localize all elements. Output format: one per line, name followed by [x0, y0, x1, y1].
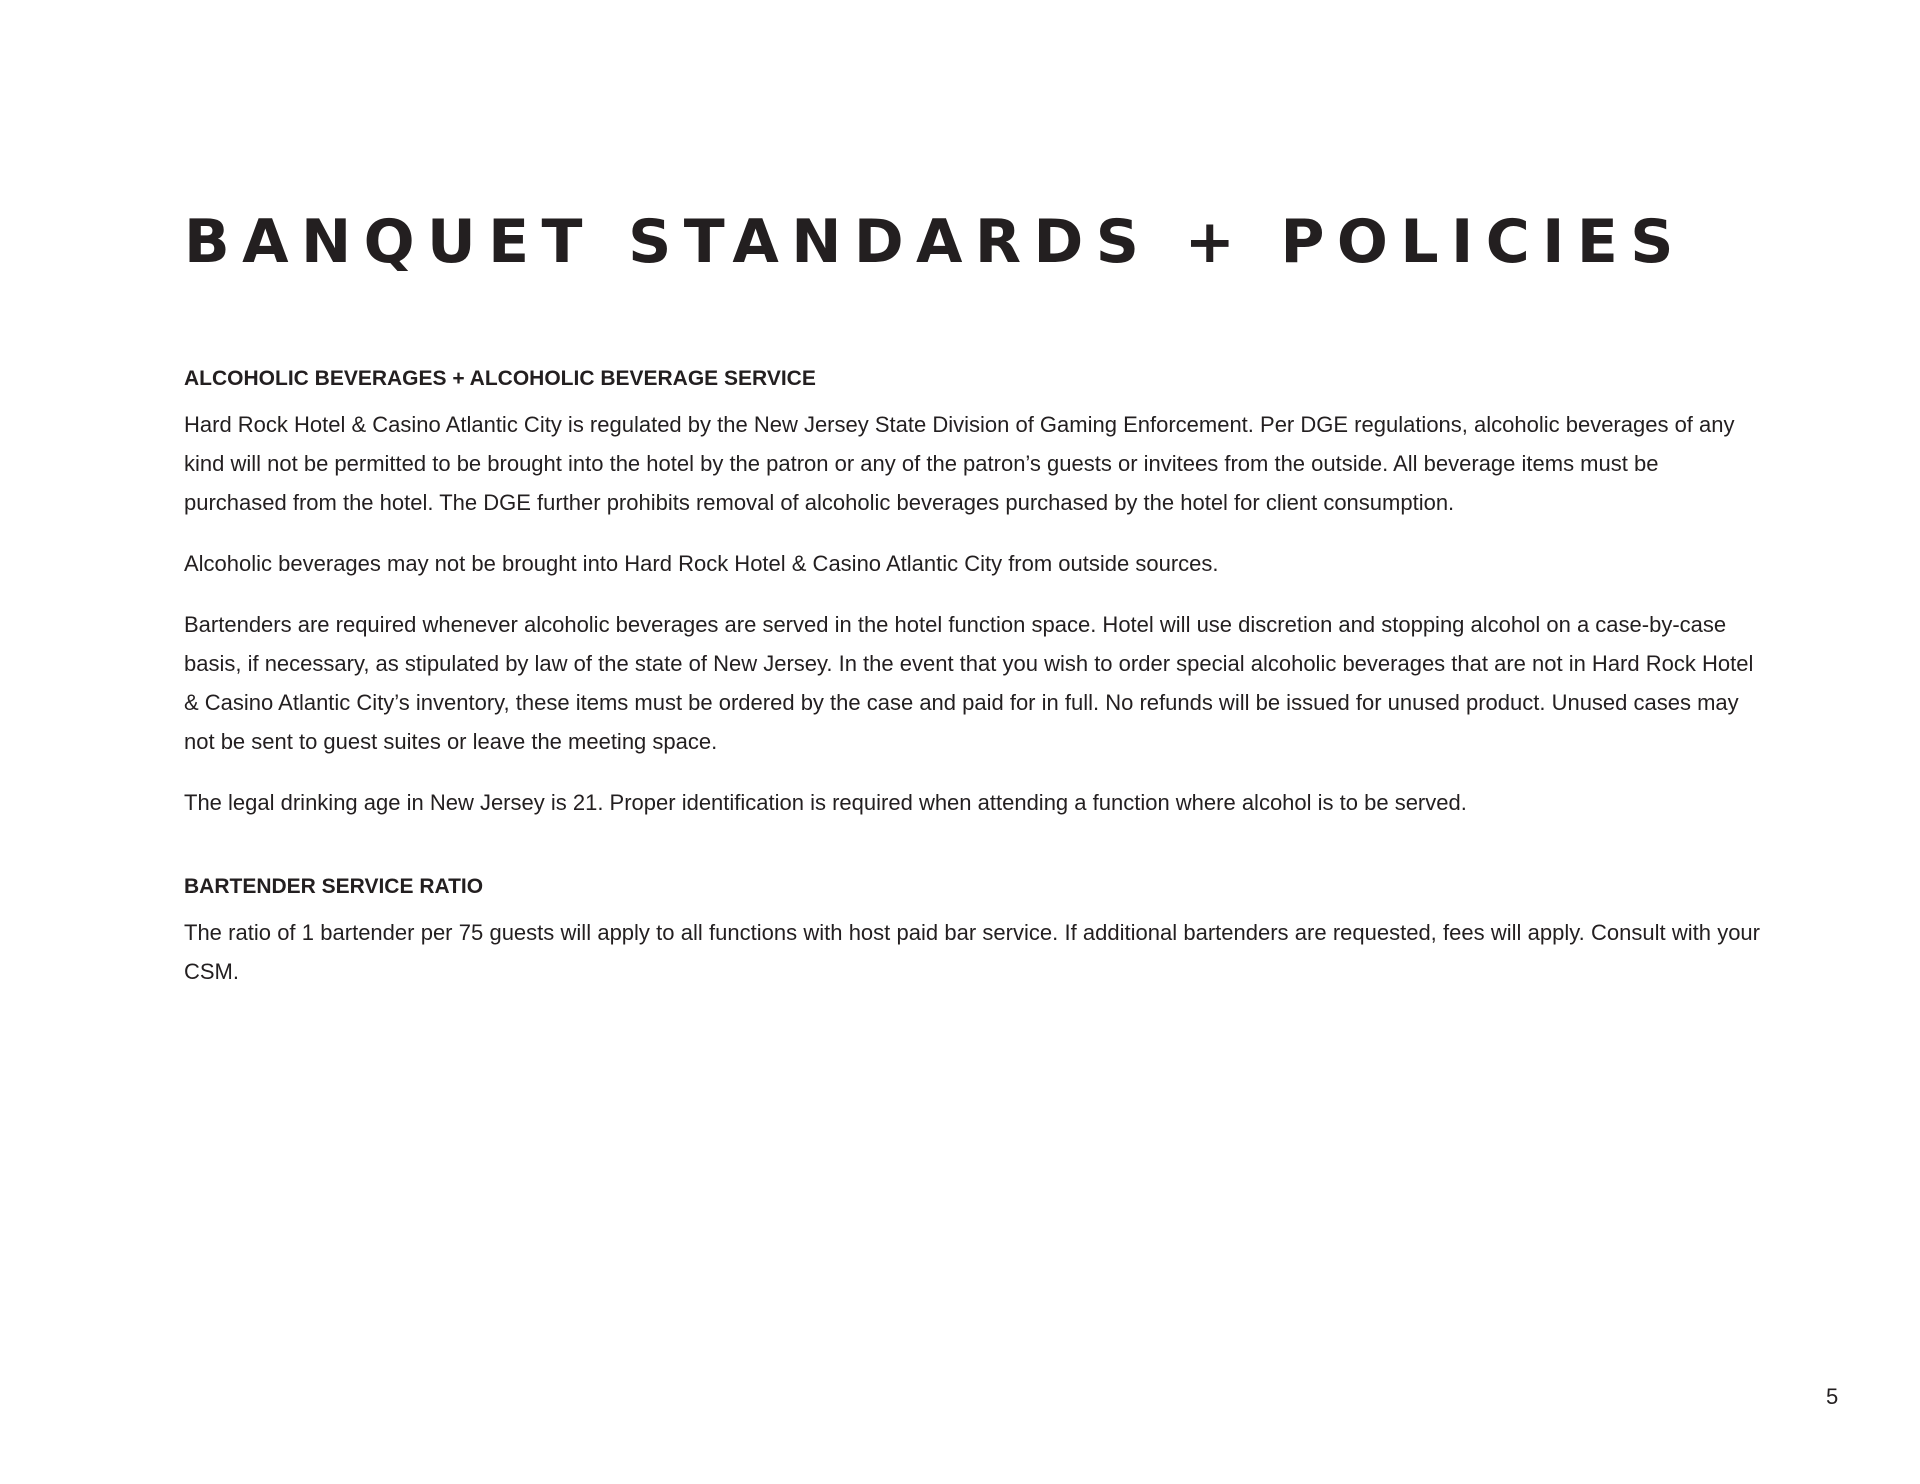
paragraph: The ratio of 1 bartender per 75 guests will apply to all functions with host paid bar service. If additional bartenders are requested, fees will apply. Consult with your CSM. — [184, 920, 1760, 984]
section-heading: ALCOHOLIC BEVERAGES + ALCOHOLIC BEVERAGE SERVICE — [184, 367, 816, 390]
paragraph: Bartenders are required whenever alcoholic beverages are served in the hotel function space. Hotel will use discretion and stopping alcohol on a case-by-case basis, if necessary, as stipulated by law of the state of New Jersey. In the event that you wish to order special alcoholic beverages that are not in Hard Rock Hotel & Casino Atlantic City’s inventory, these items must be ordered by the case and paid for in full. No refunds will be issued for unused product. Unused cases may not be sent to guest suites or leave the meeting space. — [184, 612, 1754, 754]
page-title: BANQUET STANDARDS + POLICIES — [184, 207, 1686, 277]
paragraph: Hard Rock Hotel & Casino Atlantic City is regulated by the New Jersey State Division of Gaming Enforcement. Per DGE regulations, alcoholic beverages of any kind will not be permitted to be brought into the hotel by the patron or any of the patron’s guests or invitees from the outside. All beverage items must be purchased from the hotel. The DGE further prohibits removal of alcoholic beverages purchased by the hotel for client consumption. — [184, 412, 1735, 515]
paragraph: The legal drinking age in New Jersey is 21. Proper identification is required when attending a function where alcohol is to be served. — [184, 790, 1467, 815]
page-content — [184, 364, 1760, 991]
section-alcoholic-beverages — [184, 364, 1760, 822]
section-heading: BARTENDER SERVICE RATIO — [184, 875, 484, 898]
section-bartender-service-ratio — [184, 872, 1760, 991]
page-number: 5 — [1826, 1384, 1839, 1409]
paragraph: Alcoholic beverages may not be brought into Hard Rock Hotel & Casino Atlantic City from outside sources. — [184, 551, 1219, 576]
